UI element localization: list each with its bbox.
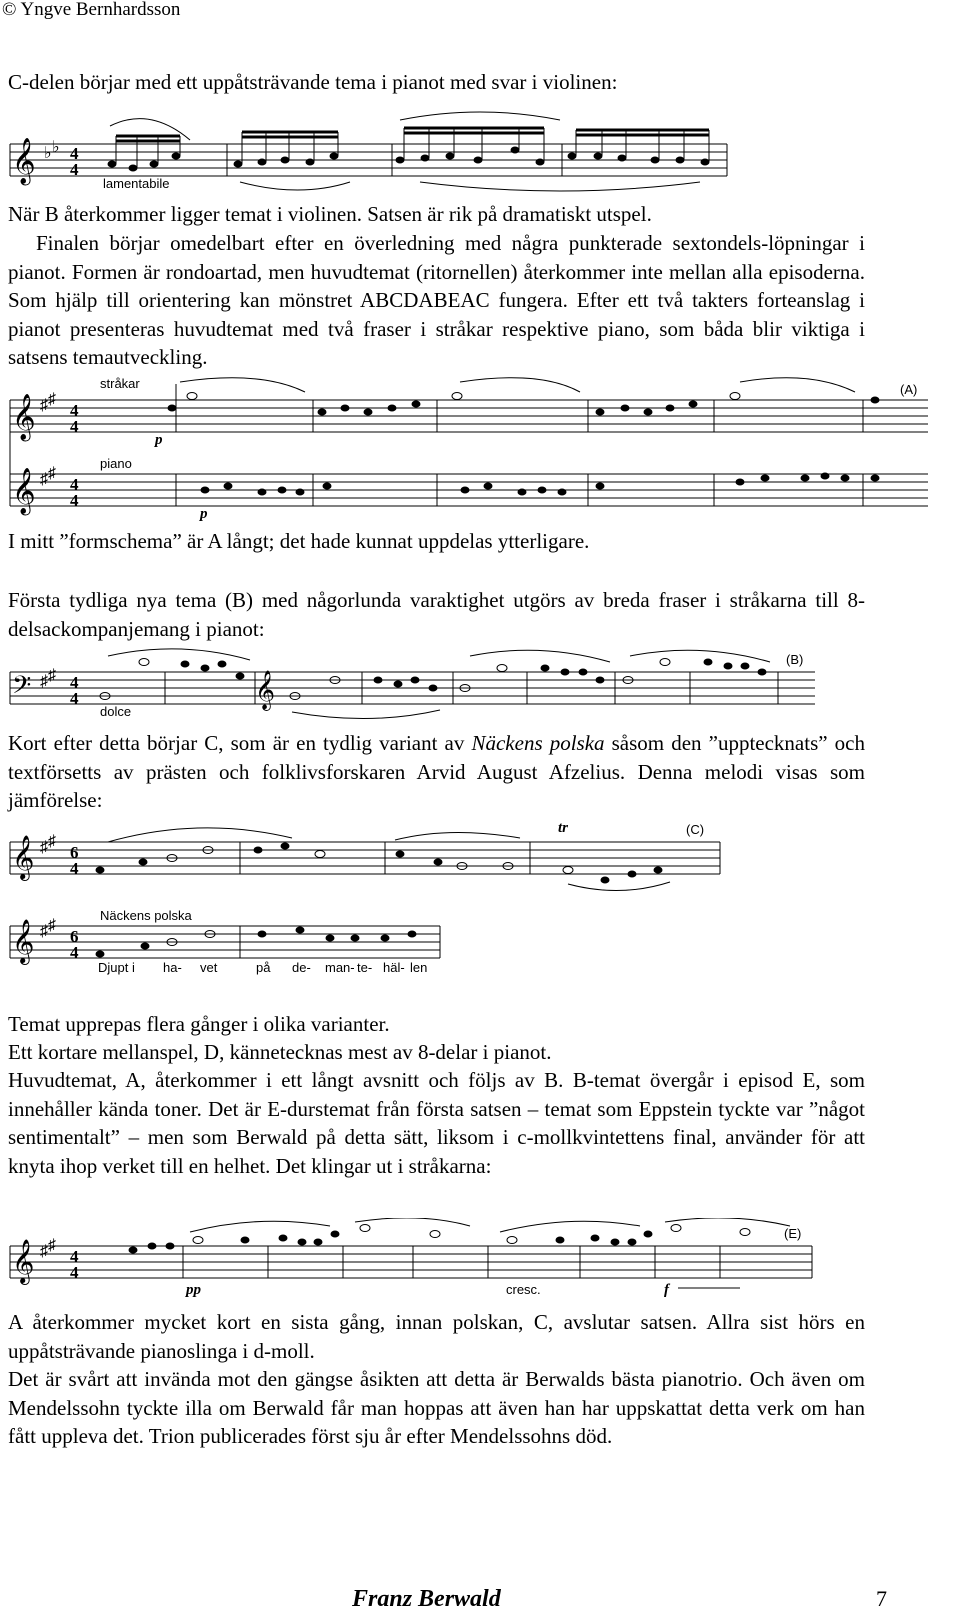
paragraph-formschema: I mitt ”formschema” är A långt; det hade kunnat uppdelas ytterligare. (8, 529, 590, 553)
paragraph-repeats: Temat upprepas flera gånger i olika varianter. (8, 1012, 390, 1036)
svg-text:4: 4 (70, 859, 79, 878)
svg-text:6: 6 (70, 843, 79, 862)
svg-text:4: 4 (70, 401, 79, 420)
lyric-2: vet (200, 960, 218, 975)
svg-text:♯: ♯ (48, 391, 56, 408)
dynamic-p-strings: p (155, 432, 163, 448)
svg-text:4: 4 (70, 417, 79, 436)
svg-text:♯: ♯ (40, 839, 48, 856)
svg-text:𝄢: 𝄢 (12, 671, 32, 706)
lyric-6: te- (357, 960, 373, 975)
svg-text:𝄞: 𝄞 (12, 835, 35, 879)
section-label-e: (E) (784, 1226, 802, 1241)
paragraph-nackens-polska: Kort efter detta börjar C, som är en tydlig variant av Näckens polska såsom den ”upptecknats” och textförsetts av prästen och folklivsforskaren Arvid August Afzelius. Denna melodi visas som jämförelse: (8, 731, 865, 812)
paragraph-theme-b: Första tydliga nya tema (B) med någorlunda varaktighet utgörs av breda fraser i stråkarna till 8-delsackompanjemang i pianot: (8, 588, 865, 641)
svg-text:4: 4 (70, 491, 79, 510)
svg-text:♯: ♯ (48, 667, 56, 684)
dynamic-p-piano: p (200, 506, 208, 522)
dynamic-pp: pp (186, 1282, 201, 1298)
svg-text:4: 4 (70, 689, 79, 708)
section-label-c: (C) (686, 822, 705, 837)
music-example-theme-c (0, 818, 960, 898)
music-example-main-theme (0, 374, 960, 524)
paragraph-b-returns: När B återkommer ligger temat i violinen. Satsen är rik på dramatiskt utspel. (8, 202, 652, 226)
svg-text:♯: ♯ (48, 833, 56, 850)
time-sig-bottom: 4 (70, 160, 79, 179)
svg-text:♭: ♭ (44, 145, 52, 162)
music-example-lamentabile (0, 106, 960, 192)
svg-text:𝄞: 𝄞 (12, 394, 36, 440)
lyric-8: len (410, 960, 428, 975)
svg-text:4: 4 (70, 1247, 79, 1266)
page-number: 7 (876, 1586, 887, 1611)
paragraph-episode-e: Huvudtemat, A, återkommer i ett långt avsnitt och följs av B. B-temat övergår i episod E, som innehåller kända toner. Det är E-durstemat från första satsen – temat som Eppstein tyckte var ”något sentimentalt” – men som Berwald på detta sätt, liksom i c-mollkvintettens final, använder för att knyta ihop verket till en helhet. Det klingar ut i stråkarna: (8, 1068, 865, 1178)
section-label-b: (B) (786, 652, 804, 667)
title-nackens-polska: Näckens polska (471, 731, 605, 755)
copyright-notice: © Yngve Bernhardsson (2, 0, 181, 20)
svg-text:𝄞: 𝄞 (255, 670, 276, 710)
svg-text:♯: ♯ (40, 1243, 48, 1260)
time-sig-top: 4 (70, 144, 79, 163)
lyric-1: ha- (163, 960, 182, 975)
paragraph-a-returns: A återkommer mycket kort en sista gång, innan polskan, C, avslutar satsen. Allra sist hörs en uppåtsträvande pianoslinga i d-moll. (8, 1310, 865, 1363)
dynamic-f: f (664, 1282, 669, 1298)
svg-text:4: 4 (70, 943, 79, 962)
svg-text:♯: ♯ (40, 471, 48, 488)
svg-text:𝄞: 𝄞 (12, 919, 35, 963)
expression-lamentabile: lamentabile (103, 176, 170, 191)
section-label-a: (A) (900, 382, 918, 397)
music-example-dolce (0, 646, 960, 722)
expression-dolce: dolce (100, 704, 132, 719)
paragraph-c-section: C-delen börjar med ett uppåtsträvande tema i pianot med svar i violinen: (8, 70, 618, 94)
lyric-7: häl- (383, 960, 405, 975)
music-example-theme-e (0, 1218, 960, 1302)
lyric-4: de- (292, 960, 311, 975)
lyric-3: på (256, 960, 271, 975)
svg-text:4: 4 (70, 673, 79, 692)
label-strings: stråkar (100, 376, 140, 391)
svg-text:4: 4 (70, 1263, 79, 1282)
svg-text:𝄞: 𝄞 (12, 138, 36, 184)
svg-text:♭: ♭ (52, 139, 60, 156)
music-example-nackens-polska (0, 900, 960, 980)
lyric-5: man- (325, 960, 355, 975)
paragraph-conclusion: Det är svårt att invända mot den gängse åsikten att detta är Berwalds bästa pianotrio. Och även om Mendelssohn tyckte illa om Berwald får man hoppas att även han har uppskattat detta verk om han fått uppleva det. Trion publicerades först sju år efter Mendelssohns död. (8, 1367, 865, 1448)
cresc-mark: cresc. (506, 1282, 541, 1297)
svg-text:♯: ♯ (40, 397, 48, 414)
title-nackens-polska-score: Näckens polska (100, 908, 192, 923)
svg-text:♯: ♯ (48, 465, 56, 482)
paragraph-finale: Finalen börjar omedelbart efter en överledning med några punkterade sextondels-löpningar i pianot. Formen är rondoartad, men huvudtemat (ritornellen) återkommer inte mellan alla episoderna. Som hjälp till orientering kan mönstret ABCDABEAC fungera. Efter ett två takters forteanslag i pianot presenteras huvudtemat med två fraser i stråkar respektive piano, som båda blir viktiga i satsens temautveckling. (8, 231, 865, 369)
svg-text:♯: ♯ (48, 917, 56, 934)
label-piano: piano (100, 456, 132, 471)
svg-text:𝄞: 𝄞 (12, 1239, 35, 1283)
svg-text:♯: ♯ (40, 923, 48, 940)
footer-title: Franz Berwald (352, 1586, 501, 1612)
svg-text:6: 6 (70, 927, 79, 946)
svg-text:♯: ♯ (48, 1237, 56, 1254)
svg-text:𝄞: 𝄞 (12, 468, 36, 514)
svg-text:♯: ♯ (40, 673, 48, 690)
paragraph-interlude-d: Ett kortare mellanspel, D, kännetecknas mest av 8-delar i pianot. (8, 1040, 552, 1064)
lyric-0: Djupt i (98, 960, 135, 975)
trill-mark: tr (558, 820, 569, 836)
svg-text:4: 4 (70, 475, 79, 494)
